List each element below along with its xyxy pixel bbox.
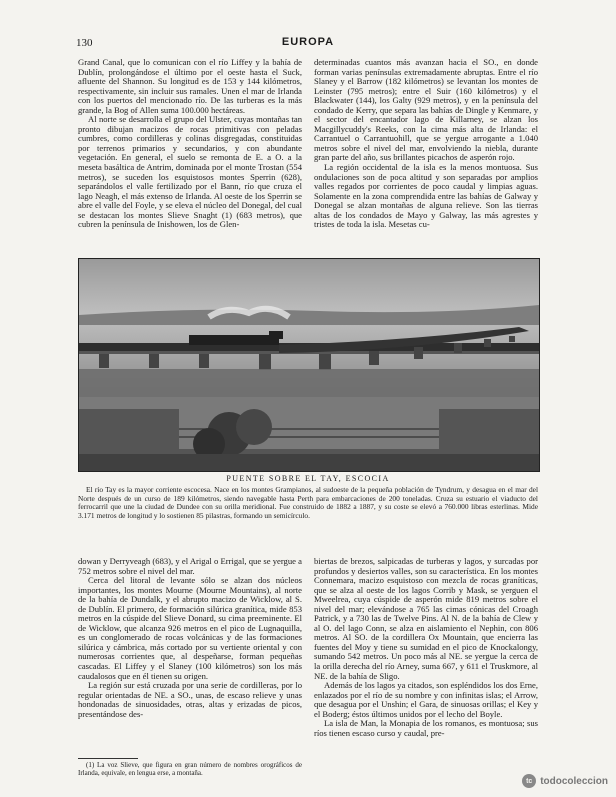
paragraph: Además de los lagos ya citados, son espléndidos los dos Erne, enlazados por el río de su nombre y con infinitas islas; el Arrow, que desagua por el Unshin; el Gara, de sinuosas orillas; el Key y el Boderg; éstos últimos unidos por el lecho del Boyle. [314,680,538,719]
paragraph: dowan y Derryveagh (683), y el Arigal o Errigal, que se yergue a 752 metros sobre el nivel del mar. [78,556,302,576]
footnote [78,761,302,777]
page-number: 130 [76,37,93,49]
paragraph: La isla de Man, la Monapia de los romanos, es montuosa; sus ríos tienen escaso curso y caudal, pre- [314,718,538,738]
paragraph: Cerca del litoral de levante sólo se alzan dos núcleos importantes, los montes Mourne (Mourne Mountains), al norte de la bahía de Dundalk, y el abrupto macizo de Wicklow, al S. de Dublín. El primero, de formación silúrica granítica, mide 853 metros en la cúspide del Slieve Donard, su cima preeminente. El de Wicklow, que alcanza 926 metros en el pico de Lugnaquilla, es un conglomerado de rocas volcánicas y de las formaciones silúrica y cámbrica, más cortado por su vertiente oriental y con numerosas corrientes que, al despeñarse, forman pequeñas cascadas. El Liffey y el Slaney (100 kilómetros) son los más caudalosos que en él tienen su origen. [78,575,302,681]
column-top-right [314,58,538,230]
paragraph: Al norte se desarrolla el grupo del Ulster, cuyas montañas tan pronto dibujan macizos de rocas primitivas con peladas cumbres, como cordilleras y colinas disgregadas, constituidas por terrenos primarios y secundarios, y con abundante vegetación. En general, el suelo se remonta de E. a O. a la meseta basáltica de Antrim, dominada por el monte Trostan (554 metros), se suceden los esquistosos montes Sperrin (628), separándolos el valle fertilizado por el Bann, río que cruza el lago Neagh, el más extenso de Irlanda. Al oeste de los Sperrin se abre el valle del Foyle, y se eleva el núcleo del Donegal, del cual se destacan los montes Slieve Snaght (1) (683 metros), que cubren la península de Inishowen, los de Glen- [78,114,302,230]
tay-bridge-photo [78,258,540,472]
column-top-left [78,58,302,230]
paragraph: determinadas cuantos más avanzan hacia el SO., en donde forman varias penínsulas extremadamente abruptas. Entre el río Slaney y el Barrow (182 kilómetros) se levantan los montes de Leinster (795 metros); entre el Suir (160 kilómetros) y el Blackwater (144), los Galty (929 metros), y en la península del condado de Kerry, que separa las bahías de Dingle y Kenmare, y el sector del encantador lago de Killarney, se alzan los Macgillycuddy's Reeks, con la cima más alta de Irlanda: el Carrantuel o Carrantuohill, que se yergue arrogante a 1.040 metros sobre el nivel del mar, envolviendo la niebla, durante gran parte del año, sus brillantes picachos de asperón rojo. [314,57,538,163]
watermark-text: todocoleccion [540,775,608,787]
paragraph: Grand Canal, que lo comunican con el río Liffey y la bahía de Dublín, prolongándose el último por el oeste hasta el Suck, afluente del Shannon. Su longitud es de 153 y 144 kilómetros, respectivamente, sin incluir sus ramales. Unen el mar de Irlanda con los puertos del mencionado río. De las turberas es la más grande, la Bog of Allen suma 100.000 hectáreas. [78,57,302,115]
footnote-text: (1) La voz Slieve, que figura en gran número de nombres orográficos de Irlanda, equivale, en lengua erse, a montaña. [78,761,302,777]
photo-caption [78,486,538,520]
running-title: EUROPA [281,36,335,48]
watermark [522,774,608,788]
column-bottom-right [314,557,538,738]
watermark-logo-icon: tc [522,774,536,788]
paragraph: biertas de brezos, salpicadas de turberas y lagos, y surcadas por profundos y desiertos valles, son su característica. En los montes Connemara, macizo esquistoso con mezcla de rocas graníticas, que se alza al oeste de los lagos Corrib y Mask, se yerguen el Mweelrea, cuya cúspide de asperón mide 819 metros sobre el nivel del mar; elevándose a 765 las cimas cónicas del Croagh Patrick, y a 730 las de Twelve Pins. Al N. de la bahía de Clew y al O. del lago Conn, se alza en aislamiento el Nephin, con 806 metros. Al SO. de la cordillera Ox Mountain, que encierra las fuentes del Moy y tiene su sumidad en el pico de Knockalongy, sumando 542 metros. Un poco más al NE. se yergue la cerca de la orilla derecha del río Arney, suma 667, y 611 el Truskmore, al NE. de la bahía de Sligo. [314,556,538,681]
footnote-divider [78,758,138,759]
photo-caption-title: PUENTE SOBRE EL TAY, ESCOCIA [226,474,390,483]
column-bottom-left [78,557,302,719]
caption-text: El río Tay es la mayor corriente escocesa. Nace en los montes Grampianos, al sudoeste de la pequeña población de Tyndrum, y desagua en el mar del Norte después de un curso de 189 kilómetros, siendo navegable hasta Perth para embarcaciones de 200 toneladas. Cruza su estuario el viaducto del ferrocarril que une la ciudad de Dundee con su orilla meridional. Fue construido de 1882 a 1887, y su coste se elevó a 760.000 libras esterlinas. Mide 3.171 metros de longitud y lo sostienen 85 pilastras, formando un semicírculo. [78,485,538,520]
paragraph: La región occidental de la isla es la menos montuosa. Sus ondulaciones son de poca altitud y son separadas por amplios valles regados por corrientes de poco caudal y limpias aguas. Solamente en la zona comprendida entre las bahías de Galway y Donegal se alzan montañas de alguna relieve. Son las tierras altas de los condados de Mayo y Galway, las más agrestes y tristes de toda la isla. Mesetas cu- [314,162,538,230]
paragraph: La región sur está cruzada por una serie de cordilleras, por lo regular orientadas de NE. a SO., unas, de escaso relieve y unas hondonadas de sinuosidades, otras, altas y erizadas de picos, presentándose des- [78,680,302,719]
